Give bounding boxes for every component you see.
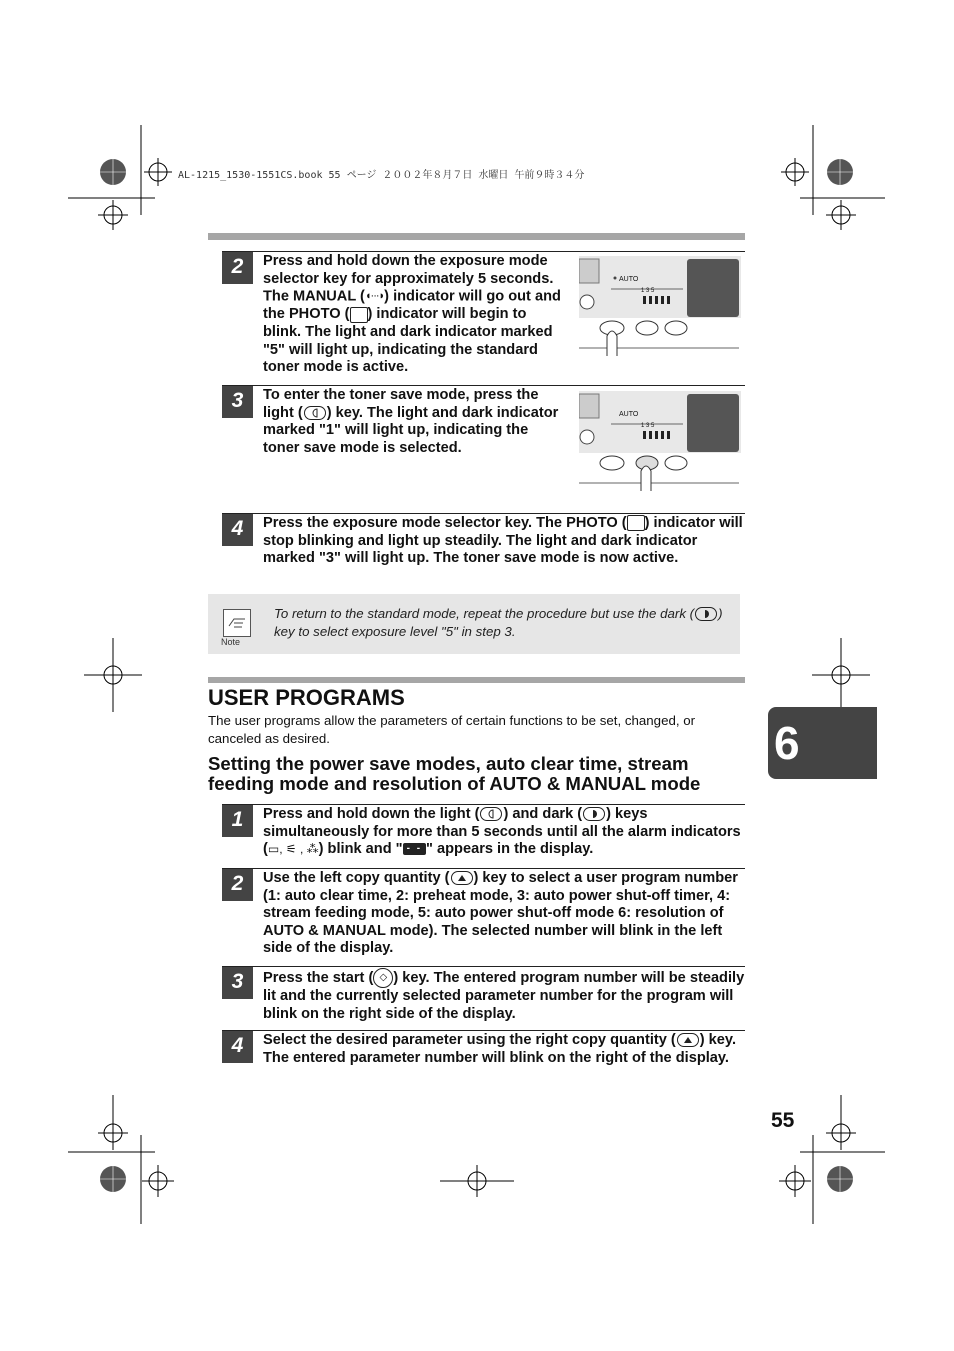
step-text: Select the desired parameter using the right copy quantity ( ) key. The entered parameter number will blink on the right of the display. bbox=[263, 1032, 737, 1066]
step-number-badge: 3 bbox=[222, 386, 253, 418]
section-rule-bar bbox=[208, 677, 745, 683]
step-rule bbox=[222, 513, 745, 514]
dark-key-icon bbox=[583, 807, 605, 821]
step-text: Press and hold down the exposure mode selector key for approximately 5 seconds. The MANUAL (◖···◗) indicator will go out and the PHOTO ( ) indicator will begin to blink. The light and dark indicator marked "5" will light up, indicating the standard toner mode is active. bbox=[263, 253, 561, 376]
step-rule bbox=[222, 804, 745, 805]
panel-drawing bbox=[579, 256, 741, 356]
alarm-indicator-icons: ▭, ⚟ , ⁂ bbox=[267, 842, 319, 857]
dark-key-icon bbox=[695, 607, 717, 621]
control-panel-illustration-1 bbox=[579, 256, 741, 356]
step-rule bbox=[222, 966, 745, 967]
note-label: Note bbox=[221, 637, 241, 647]
scale-label: 1 3 5 bbox=[641, 423, 655, 429]
up-arrow-key-icon bbox=[451, 871, 473, 885]
light-key-icon bbox=[480, 807, 502, 821]
manual-icon: ◖···◗ bbox=[364, 290, 385, 303]
control-panel-illustration-2 bbox=[579, 391, 741, 491]
scale-label: 1 3 5 bbox=[641, 288, 655, 294]
auto-label: AUTO bbox=[619, 276, 639, 283]
file-info-header: AL-1215_1530-1551CS.book 55 ページ ２００２年８月７日 水曜日 午前９時３４分 bbox=[178, 170, 585, 181]
step-number-badge: 2 bbox=[222, 252, 253, 284]
panel-drawing bbox=[579, 391, 741, 491]
step-text: Press the start ( ◇ ) key. The entered program number will be steadily lit and the currently selected parameter number for the program will blink on the right side of the display. bbox=[263, 969, 745, 1022]
subsection-title: Setting the power save modes, auto clear time, stream feeding mode and resolution of AUTO & MANUAL mode bbox=[208, 753, 701, 794]
section-title: USER PROGRAMS bbox=[208, 685, 405, 710]
note-box bbox=[208, 594, 740, 654]
photo-icon bbox=[627, 515, 645, 531]
note-hand-icon bbox=[223, 609, 251, 637]
step-number-badge: 1 bbox=[222, 805, 253, 837]
section-intro: The user programs allow the parameters of certain functions to be set, changed, or canceled as desired. bbox=[208, 713, 696, 746]
photo-icon bbox=[350, 307, 368, 323]
step-number-badge: 2 bbox=[222, 869, 253, 901]
up-arrow-key-icon bbox=[677, 1033, 699, 1047]
step-rule bbox=[222, 1030, 745, 1031]
step-text: Press the exposure mode selector key. The PHOTO ( ) indicator will stop blinking and light up steadily. The light and dark indicator marked "3" will light up. The toner save mode is now active. bbox=[263, 515, 743, 567]
display-dashes: - - bbox=[403, 843, 426, 855]
light-key-icon bbox=[304, 406, 326, 420]
step-rule bbox=[222, 385, 745, 386]
start-key-icon: ◇ bbox=[373, 968, 393, 988]
top-rule-bar bbox=[208, 233, 745, 240]
chapter-tab: 6 bbox=[768, 707, 877, 779]
step-number-badge: 4 bbox=[222, 514, 253, 546]
step-rule bbox=[222, 251, 745, 252]
note-text: To return to the standard mode, repeat the procedure but use the dark ( ) key to select exposure level "5" in step 3. bbox=[274, 606, 723, 639]
step-text: To enter the toner save mode, press the light ( ) key. The light and dark indicator marked "1" will light up, indicating the toner save mode is selected. bbox=[263, 387, 559, 456]
step-text: Press and hold down the light ( ) and dark ( ) keys simultaneously for more than 5 seconds until all the alarm indicators (▭, ⚟ , ⁂) blink and " - - " appears in the display. bbox=[263, 806, 741, 858]
step-text: Use the left copy quantity ( ) key to select a user program number (1: auto clear time, 2: preheat mode, 3: auto power shut-off timer, 4: stream feeding mode, 5: auto power shut-off mode 6: resolution of AUTO & MANUAL mode). The selected number will blink in the left side of the display. bbox=[263, 870, 738, 957]
auto-label: AUTO bbox=[619, 411, 639, 418]
step-rule bbox=[222, 868, 745, 869]
page-number: 55 bbox=[771, 1109, 795, 1132]
step-number-badge: 3 bbox=[222, 967, 253, 999]
step-number-badge: 4 bbox=[222, 1031, 253, 1063]
